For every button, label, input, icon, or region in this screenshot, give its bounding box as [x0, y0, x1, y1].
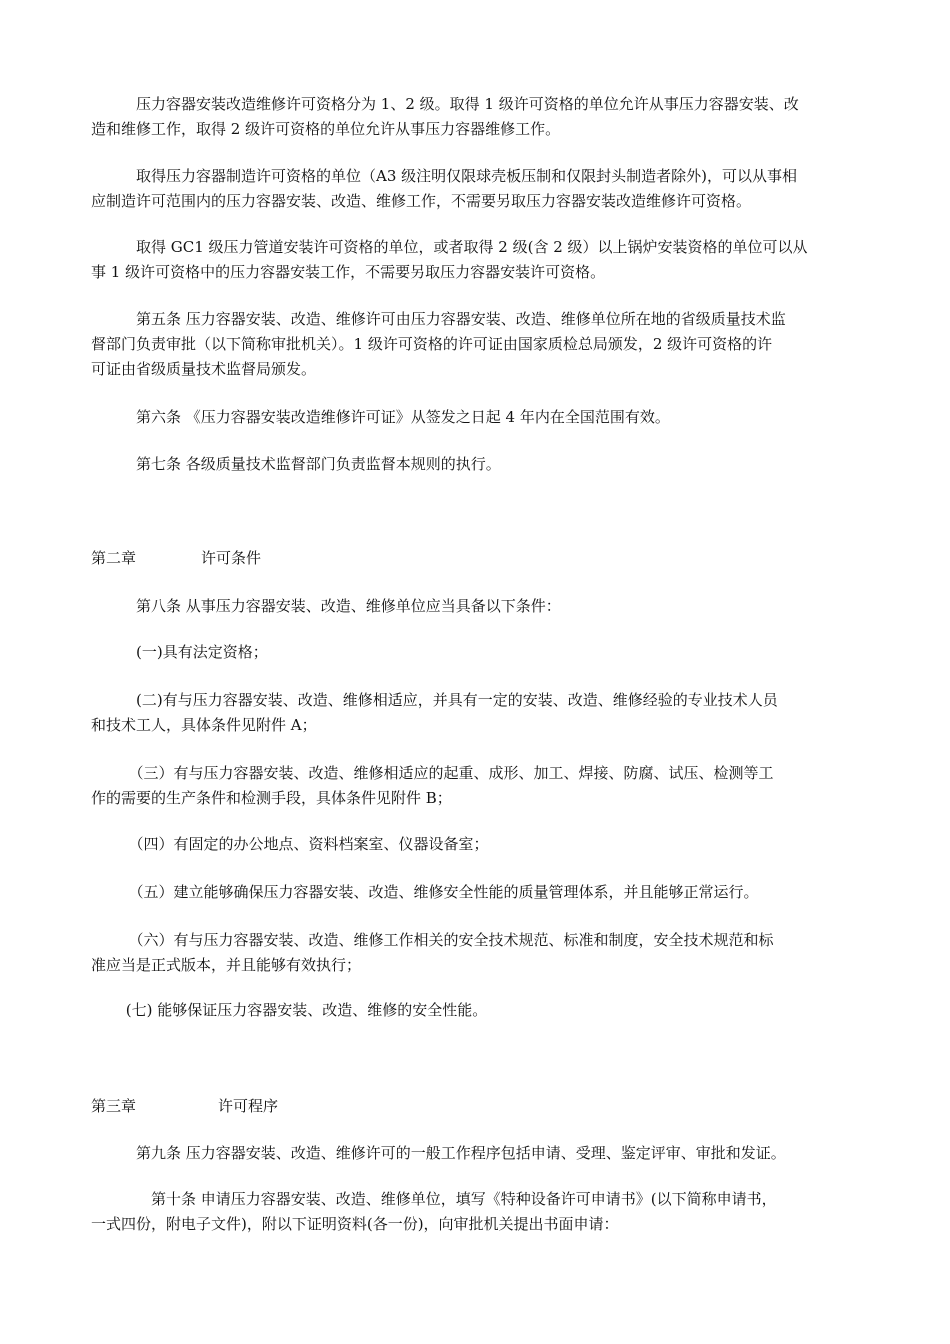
text-line: 造和维修工作，取得 2 级许可资格的单位允许从事压力容器维修工作。 — [91, 120, 561, 138]
text-line: (二)有与压力容器安装、改造、维修相适应，并具有一定的安装、改造、维修经验的专业技术人员 — [91, 691, 778, 709]
paragraph — [91, 998, 861, 1023]
paragraph — [91, 235, 861, 285]
paragraph — [91, 307, 861, 382]
paragraph — [91, 1141, 861, 1166]
paragraph — [91, 761, 861, 811]
text-line: 取得 GC1 级压力管道安装许可资格的单位，或者取得 2 级(含 2 级）以上锅炉安装资格的单位可以从 — [91, 238, 808, 256]
paragraph — [91, 452, 861, 477]
paragraph — [91, 832, 861, 857]
text-line: 压力容器安装改造维修许可资格分为 1、2 级。取得 1 级许可资格的单位允许从事压力容器安装、改 — [91, 95, 799, 113]
text-line: 第六条 《压力容器安装改造维修许可证》从签发之日起 4 年内在全国范围有效。 — [91, 408, 670, 426]
paragraph — [91, 594, 861, 619]
chapter-title: 许可程序 — [218, 1097, 279, 1115]
text-line: (一)具有法定资格； — [91, 643, 268, 661]
text-line: 准应当是正式版本，并且能够有效执行； — [91, 956, 362, 974]
chapter-number: 第二章 — [91, 549, 137, 567]
paragraph — [91, 928, 861, 978]
text-line: 督部门负责审批（以下简称审批机关）。1 级许可资格的许可证由国家质检总局颁发，2 级许可资格的许 — [91, 335, 773, 353]
text-line: 第九条 压力容器安装、改造、维修许可的一般工作程序包括申请、受理、鉴定评审、审批和发证。 — [91, 1144, 786, 1162]
text-line: (七) 能够保证压力容器安装、改造、维修的安全性能。 — [91, 1001, 488, 1019]
chapter-heading — [91, 546, 261, 571]
text-line: 可证由省级质量技术监督局颁发。 — [91, 360, 317, 378]
paragraph — [91, 688, 861, 738]
text-line: （四）有固定的办公地点、资料档案室、仪器设备室； — [91, 835, 489, 853]
text-line: 第八条 从事压力容器安装、改造、维修单位应当具备以下条件： — [91, 597, 561, 615]
text-line: 一式四份，附电子文件)，附以下证明资料(各一份)，向审批机关提出书面申请： — [91, 1215, 619, 1233]
paragraph — [91, 405, 861, 430]
text-line: 取得压力容器制造许可资格的单位（A3 级注明仅限球壳板压制和仅限封头制造者除外)，可以从事相 — [91, 167, 798, 185]
paragraph — [91, 92, 861, 142]
text-line: 事 1 级许可资格中的压力容器安装工作，不需要另取压力容器安装许可资格。 — [91, 263, 606, 281]
text-line: 应制造许可范围内的压力容器安装、改造、维修工作，不需要另取压力容器安装改造维修许可资格。 — [91, 192, 752, 210]
chapter-heading — [91, 1094, 278, 1119]
text-line: 第十条 申请压力容器安装、改造、维修单位，填写《特种设备许可申请书》(以下简称申请书， — [91, 1190, 777, 1208]
text-line: （六）有与压力容器安装、改造、维修工作相关的安全技术规范、标准和制度，安全技术规范和标 — [91, 931, 774, 949]
text-line: 和技术工人，具体条件见附件 A； — [91, 716, 317, 734]
chapter-title: 许可条件 — [201, 549, 262, 567]
paragraph — [91, 1187, 861, 1237]
chapter-number: 第三章 — [91, 1097, 137, 1115]
text-line: （五）建立能够确保压力容器安装、改造、维修安全性能的质量管理体系，并且能够正常运行。 — [91, 883, 759, 901]
paragraph — [91, 164, 861, 214]
text-line: 第五条 压力容器安装、改造、维修许可由压力容器安装、改造、维修单位所在地的省级质量技术监 — [91, 310, 786, 328]
paragraph — [91, 880, 861, 905]
text-line: 作的需要的生产条件和检测手段，具体条件见附件 B； — [91, 789, 452, 807]
text-line: 第七条 各级质量技术监督部门负责监督本规则的执行。 — [91, 455, 501, 473]
paragraph — [91, 640, 861, 665]
text-line: （三）有与压力容器安装、改造、维修相适应的起重、成形、加工、焊接、防腐、试压、检测等工 — [91, 764, 774, 782]
